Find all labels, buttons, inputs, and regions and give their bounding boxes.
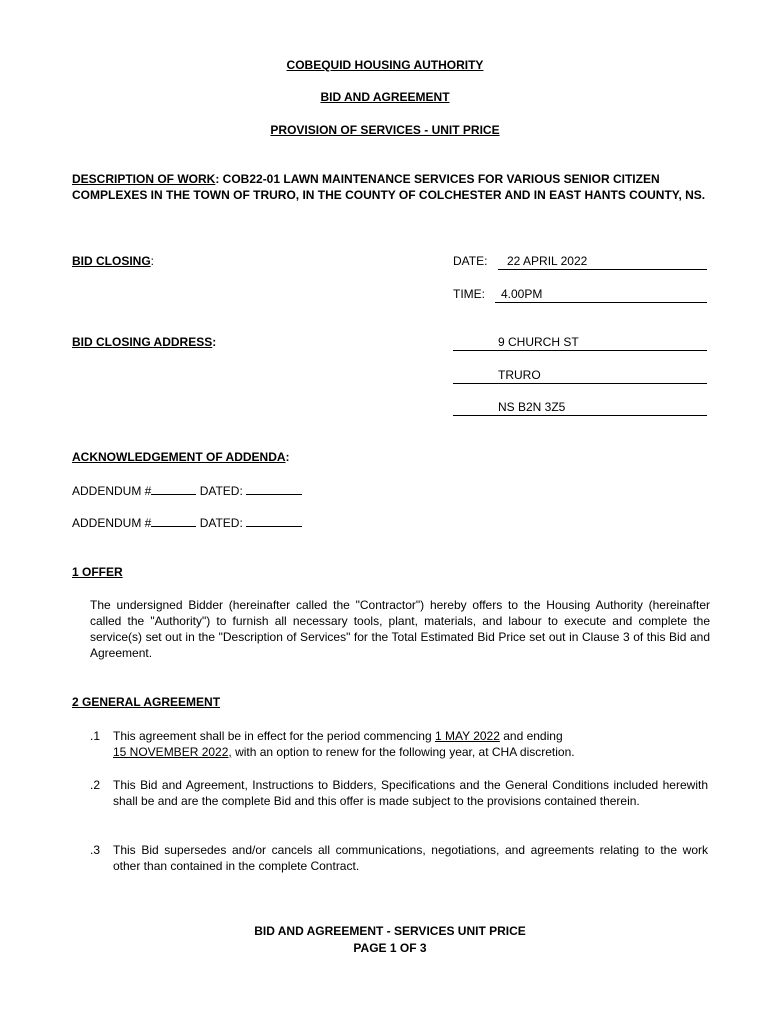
addendum-number-blank	[151, 482, 196, 495]
bid-closing-label: BID CLOSING	[72, 254, 151, 268]
addenda-label: ACKNOWLEDGEMENT OF ADDENDA	[72, 450, 286, 464]
end-date: 15 NOVEMBER 2022,	[113, 745, 232, 759]
date-field	[498, 253, 707, 270]
item-1-mid: and ending	[499, 729, 563, 743]
addendum-row	[72, 482, 302, 499]
description-text: : COB22-01 LAWN MAINTENANCE SERVICES FOR VARIOUS SENIOR CITIZEN COMPLEXES IN THE TOWN OF TRURO, IN THE COUNTY OF COLCHESTER AND IN EAST HANTS COUNTY, NS.	[72, 172, 706, 202]
address-line-2-text: TRURO	[498, 368, 541, 382]
general-agreement-heading: 2 GENERAL AGREEMENT	[72, 695, 221, 709]
start-date: 1 MAY 2022	[434, 729, 500, 743]
offer-text: The undersigned Bidder (hereinafter called the "Contractor") hereby offers to the Housing Authority (hereinafter called the "Authority") to furnish all necessary tools, plant, materials, and labour to execute and complete the service(s) set out in the "Description of Services" for the Total Estimated Bid Price set out in Clause 3 of this Bid and Agreement.	[90, 598, 710, 660]
addendum-row	[72, 514, 302, 531]
item-number: .3	[90, 843, 101, 857]
address-label: BID CLOSING ADDRESS	[72, 335, 213, 349]
footer-title: BID AND AGREEMENT - SERVICES UNIT PRICE	[254, 924, 526, 938]
addendum-number-label: ADDENDUM #	[72, 516, 152, 530]
offer-heading: 1 OFFER	[72, 565, 123, 579]
address-line-2	[453, 367, 707, 384]
addendum-dated-blank	[246, 514, 302, 527]
item-number: .1	[90, 729, 101, 743]
bid-closing-colon: :	[150, 254, 155, 268]
description-of-work	[72, 171, 712, 203]
addendum-number-blank	[151, 514, 196, 527]
page-number: PAGE 1 OF 3	[353, 941, 427, 955]
address-line-3	[453, 399, 707, 416]
organization-name: COBEQUID HOUSING AUTHORITY	[286, 58, 484, 72]
document-subtitle: PROVISION OF SERVICES - UNIT PRICE	[270, 123, 500, 137]
addenda-heading	[72, 449, 290, 465]
item-number: .2	[90, 778, 101, 792]
address-line-3-text: NS B2N 3Z5	[498, 400, 566, 414]
address-line-1	[453, 334, 707, 351]
item-1-pre: This agreement shall be in effect for the period commencing	[113, 729, 435, 743]
addenda-colon: :	[285, 450, 290, 464]
document-title: BID AND AGREEMENT	[320, 90, 450, 104]
address-colon: :	[212, 335, 217, 349]
addendum-dated-label: DATED:	[199, 516, 243, 530]
time-value: 4.00PM	[501, 287, 543, 301]
item-text: This Bid and Agreement, Instructions to Bidders, Specifications and the General Conditions included herewith shall be and are the complete Bid and this offer is made subject to the provisions contained therein.	[113, 778, 708, 808]
address-line-1-text: 9 CHURCH ST	[498, 335, 579, 349]
addendum-dated-blank	[246, 482, 302, 495]
date-value: 22 APRIL 2022	[507, 254, 588, 268]
item-1-post: with an option to renew for the following year, at CHA discretion.	[231, 745, 575, 759]
bid-closing-heading	[72, 253, 154, 269]
addendum-number-label: ADDENDUM #	[72, 484, 152, 498]
item-text	[113, 728, 713, 760]
addendum-dated-label: DATED:	[199, 484, 243, 498]
date-label: DATE:	[453, 254, 488, 268]
item-text: This Bid supersedes and/or cancels all communications, negotiations, and agreements relating to the work other than contained in the complete Contract.	[113, 843, 708, 873]
time-field	[495, 286, 707, 303]
bid-closing-address-heading	[72, 334, 216, 350]
time-label: TIME:	[453, 287, 485, 301]
description-label: DESCRIPTION OF WORK	[72, 172, 216, 186]
